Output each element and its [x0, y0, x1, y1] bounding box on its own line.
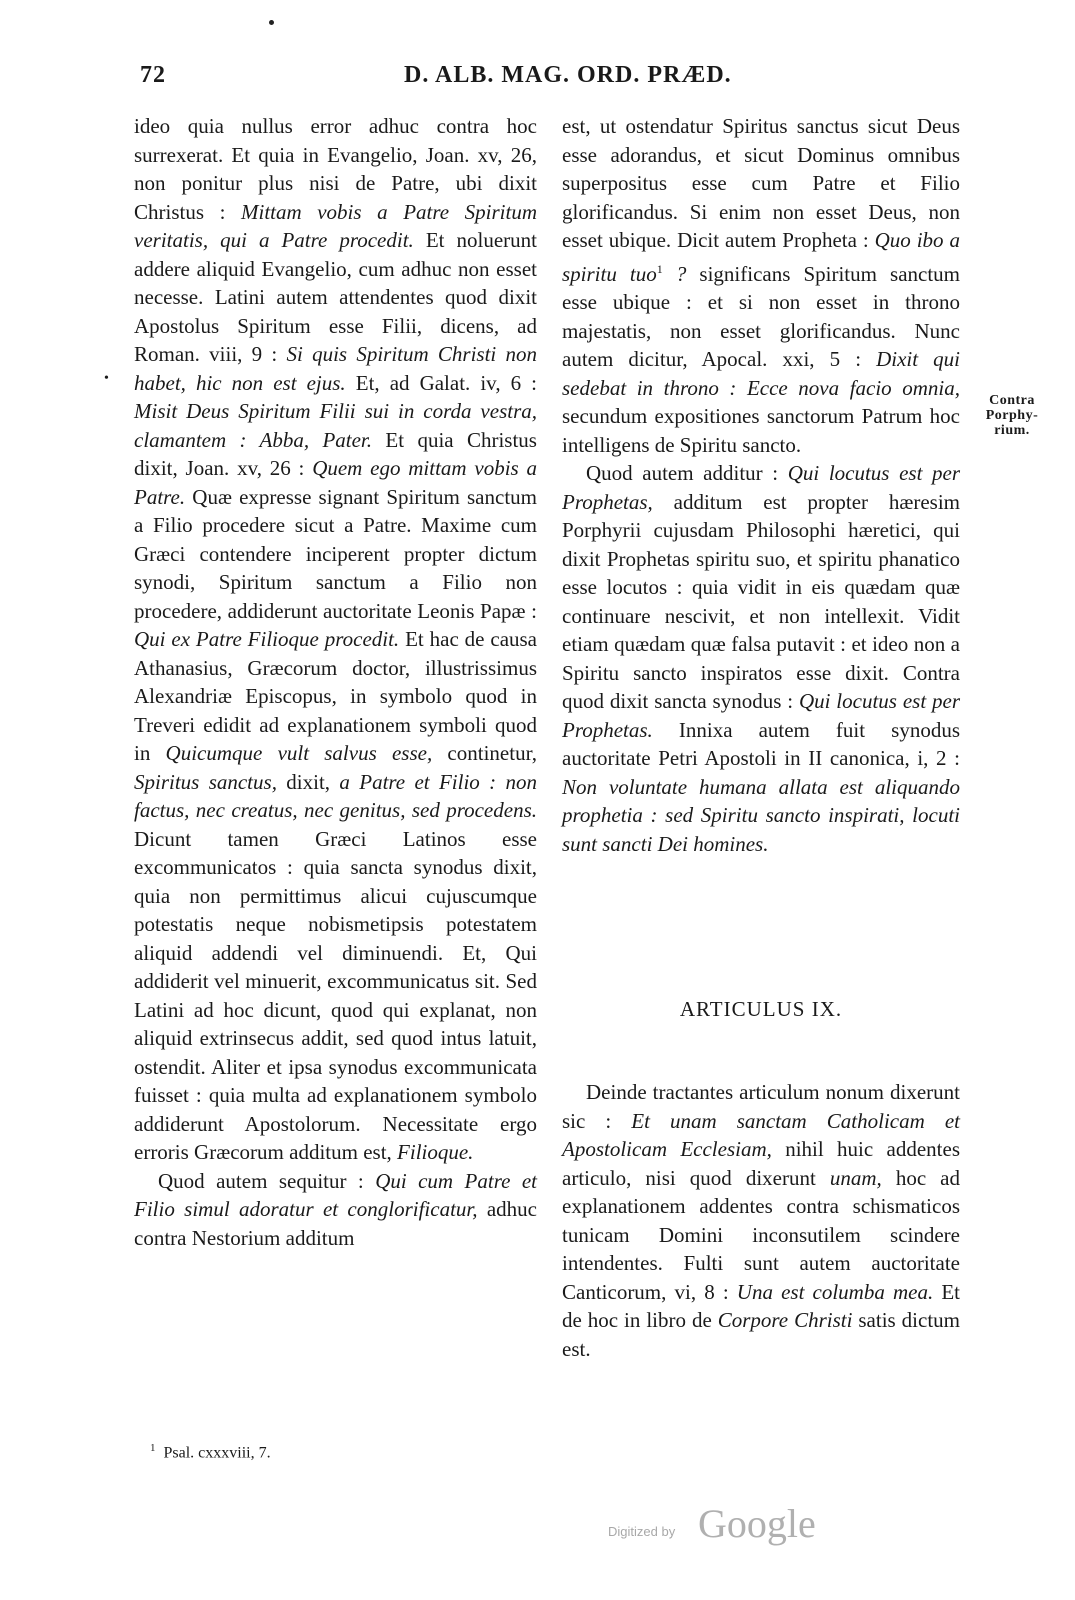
italic-text: Qui ex Patre Filioque procedit. [134, 627, 400, 651]
margin-note-line: Contra [989, 393, 1035, 408]
italic-text: Non voluntate humana allata est aliquando prophetia : sed Spiritu sancto inspirati, locuti sunt sancti Dei homines. [562, 774, 960, 856]
paragraph [134, 1167, 537, 1253]
text-run: nihil huic addentes articulo, nisi quod dixerunt [562, 1137, 960, 1190]
margin-note-line: rium. [994, 423, 1030, 438]
italic-text: Et unam sanctam Catholicam et Apostolicam Ecclesiam, [562, 1108, 960, 1161]
left-column [134, 112, 537, 1252]
footnote-ref: 1 [656, 261, 663, 276]
italic-text: Misit Deus Spiritum Filii sui in corda vestra, clamantem : Abba, Pater. [134, 399, 537, 452]
paragraph [134, 112, 537, 1167]
text-run: continetur, [432, 741, 537, 765]
italic-text: Corpore Christi [717, 1308, 853, 1332]
text-run: significans Spiritum sanctum esse ubique : et si non esset in throno majestatis, non esset glorificandus. Nunc autem dicitur, Apocal. xxi, 5 : [562, 261, 961, 371]
italic-text: unam, [829, 1165, 882, 1190]
text-run: Et quia Christus dixit, Joan. xv, 26 : [134, 427, 537, 480]
margin-note-line: Porphy- [985, 408, 1039, 423]
text-run: Quæ expresse signant Spiritum sanctum a Filio procedere sicut a Patre. Maxime cum Græci contendere inciperent propter dictum synodi, Spiritum sanctum a Filio non procedere, addiderunt auctoritate Leonis Papæ : [134, 484, 537, 623]
right-column [562, 112, 960, 858]
text-run: Innixa autem fuit synodus auctoritate Petri Apostoli in II canonica, i, 2 : [562, 717, 960, 770]
page-number: 72 [140, 62, 166, 88]
watermark-small-text: Digitized by [608, 1524, 676, 1539]
text-run: secundum expositiones sanctorum Patrum hoc intelligens de Spiritu sancto. [562, 404, 960, 457]
watermark-logo-text: Google [698, 1501, 816, 1546]
text-run: adhuc contra Nestorium additum [134, 1197, 537, 1250]
article-heading: ARTICULUS IX. [679, 997, 843, 1021]
text-run: Et hac de causa Athanasius, Græcorum doctor, illustrissimus Alexandriæ Episcopus, in symbolo quod in Treveri edidit ad explanationem symboli quod in [134, 627, 538, 765]
margin-note [972, 393, 1052, 438]
text-run: additum est propter hæresim Porphyrii cujusdam Philosophi hæretici, qui dixit Prophetas spiritu suo, et spiritu phanatico esse locutos : quia vidit in eis quædam quæ continuare nescivit, et non intellexit. Vidit etiam quædam quæ falsa putavit : et ideo non a Spiritu sancto inspiratos esse dixit. Contra quod dixit sancta synodus : [562, 489, 960, 713]
italic-text: Quem ego mittam vobis a Patre. [134, 456, 537, 509]
italic-text: Dixit qui sedebat in throno : Ecce nova facio omnia, [562, 347, 960, 400]
text-run: Et, ad Galat. iv, 6 : [345, 370, 538, 395]
italic-text: Spiritus sanctus, [134, 769, 277, 794]
page-header [140, 62, 960, 96]
text-run: dixit, [276, 769, 340, 794]
margin-mark: • [104, 371, 109, 386]
right-column-article [562, 1078, 960, 1363]
italic-text: Una est columba mea. [736, 1279, 934, 1304]
footnote-text: Psal. cxxxviii, 7. [163, 1444, 271, 1462]
text-run: Et de hoc in libro de [562, 1279, 960, 1332]
italic-text: ? [662, 261, 687, 286]
paragraph [562, 112, 960, 459]
footnote-marker: 1 [150, 1442, 156, 1454]
italic-text: a Patre et Filio : non factus, nec creatus, nec genitus, sed procedens. [134, 769, 537, 822]
text-run: est, ut ostendatur Spiritus sanctus sicut Deus esse adorandus, et sicut Dominus omnibus superpositus esse cum Patre et Filio glorificandus. Si enim non esset Deus, non esset ubique. Dicit autem Propheta : [562, 114, 960, 252]
text-run: satis dictum est. [562, 1308, 960, 1361]
paragraph [562, 1078, 960, 1363]
italic-text: Qui cum Patre et Filio simul adoratur et conglorificatur, [134, 1168, 537, 1221]
italic-text: Qui locutus est per Prophetas. [562, 689, 961, 742]
italic-text: Filioque. [397, 1140, 474, 1164]
text-run: Et noluerunt addere aliquid Evangelio, cum adhuc non esset necesse. Latini autem attendentes quod dixit Apostolus Spiritum esse Filii, dicens, ad Roman. viii, 9 : [134, 228, 537, 366]
italic-text: Si quis Spiritum Christi non habet, hic non est ejus. [134, 342, 537, 395]
italic-text: Quo ibo a spiritu tuo [562, 228, 960, 286]
ink-speck [269, 20, 274, 25]
italic-text: Mittam vobis a Patre Spiritum veritatis, qui a Patre procedit. [134, 199, 537, 252]
italic-text: Quicumque vult salvus esse, [165, 741, 433, 765]
text-run: hoc ad explanationem addentes contra schismaticos tunicam Domini inconsutilem scindere intendentes. Fulti sunt autem auctoritate Canticorum, vi, 8 : [562, 1165, 960, 1304]
text-run: Quod autem additur : [586, 461, 788, 485]
text-run: Quod autem sequitur : [158, 1168, 376, 1193]
running-head: D. ALB. MAG. ORD. PRÆD. [404, 62, 732, 88]
paragraph [562, 459, 960, 858]
italic-text: Qui locutus est per Prophetas, [562, 461, 961, 514]
footnote [150, 1442, 271, 1462]
text-run: Dicunt tamen Græci Latinos esse excommunicatos : quia sancta synodus dixit, quia non permittimus alicui cujuscumque potestatis neque nobismetipsis potestatem aliquid addendi vel diminuendi. Et, Qui addiderit vel minuerit, excommunicatus sit. Sed Latini ad hoc dicunt, quod qui explanat, non aliquid extrinsecus addit, sed quod intus latuit, ostendit. Aliter et ipsa synodus excommunicata fuisset : quia multa ad explanationem symbolo addiderunt Apostolorum. Necessitate ergo erroris Græcorum additum est, [134, 826, 537, 1164]
text-run: ideo quia nullus error adhuc contra hoc surrexerat. Et quia in Evangelio, Joan. xv, 26, non ponitur plus nisi de Patre, ubi dixit Christus : [134, 114, 537, 224]
text-run: Deinde tractantes articulum nonum dixerunt sic : [562, 1080, 960, 1133]
